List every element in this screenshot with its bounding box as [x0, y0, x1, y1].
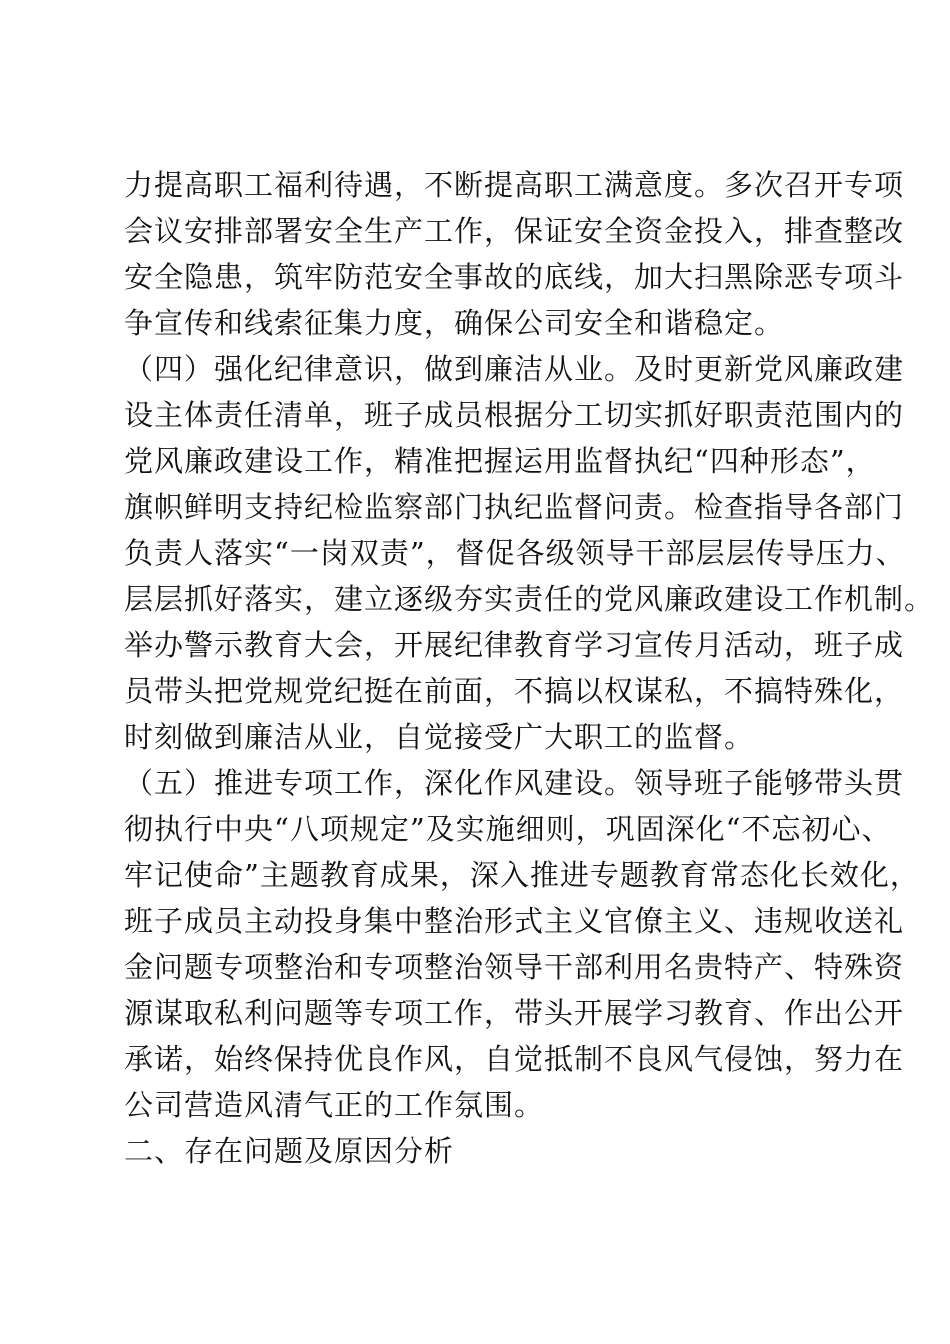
text-line: 金问题专项整治和专项整治领导干部利用名贵特产、特殊资 — [124, 950, 905, 984]
text-line: 设主体责任清单，班子成员根据分工切实抓好职责范围内的 — [124, 398, 905, 432]
chapter-heading-2: 二、存在问题及原因分析 — [124, 1134, 455, 1168]
text-line: 员带头把党规党纪挺在前面，不搞以权谋私，不搞特殊化， — [124, 674, 905, 708]
text-line: 举办警示教育大会，开展纪律教育学习宣传月活动，班子成 — [124, 628, 905, 662]
text-line: 层层抓好落实，建立逐级夯实责任的党风廉政建设工作机制。 — [124, 582, 935, 616]
section-heading-5: （五）推进专项工作，深化作风建设。领导班子能够带头贯 — [124, 766, 905, 800]
text-line: 牢记使命”主题教育成果，深入推进专题教育常态化长效化， — [124, 858, 920, 892]
section-heading-4: （四）强化纪律意识，做到廉洁从业。及时更新党风廉政建 — [124, 352, 905, 386]
text-line: 彻执行中央“八项规定”及实施细则，巩固深化“不忘初心、 — [124, 812, 892, 846]
document-body — [124, 162, 935, 1174]
text-line: 时刻做到廉洁从业，自觉接受广大职工的监督。 — [124, 720, 755, 754]
text-line: 争宣传和线索征集力度，确保公司安全和谐稳定。 — [124, 306, 785, 340]
text-line: 安全隐患，筑牢防范安全事故的底线，加大扫黑除恶专项斗 — [124, 260, 905, 294]
text-line: 源谋取私利问题等专项工作，带头开展学习教育、作出公开 — [124, 996, 905, 1030]
text-line: 会议安排部署安全生产工作，保证安全资金投入，排查整改 — [124, 214, 905, 248]
text-line: 班子成员主动投身集中整治形式主义官僚主义、违规收送礼 — [124, 904, 905, 938]
text-line: 承诺，始终保持优良作风，自觉抵制不良风气侵蚀，努力在 — [124, 1042, 905, 1076]
text-line: 公司营造风清气正的工作氛围。 — [124, 1088, 545, 1122]
text-line: 党风廉政建设工作，精准把握运用监督执纪“四种形态”， — [124, 444, 876, 478]
text-line: 力提高职工福利待遇，不断提高职工满意度。多次召开专项 — [124, 168, 905, 202]
text-line: 负责人落实“一岗双责”，督促各级领导干部层层传导压力、 — [124, 536, 906, 570]
text-line: 旗帜鲜明支持纪检监察部门执纪监督问责。检查指导各部门 — [124, 490, 905, 524]
